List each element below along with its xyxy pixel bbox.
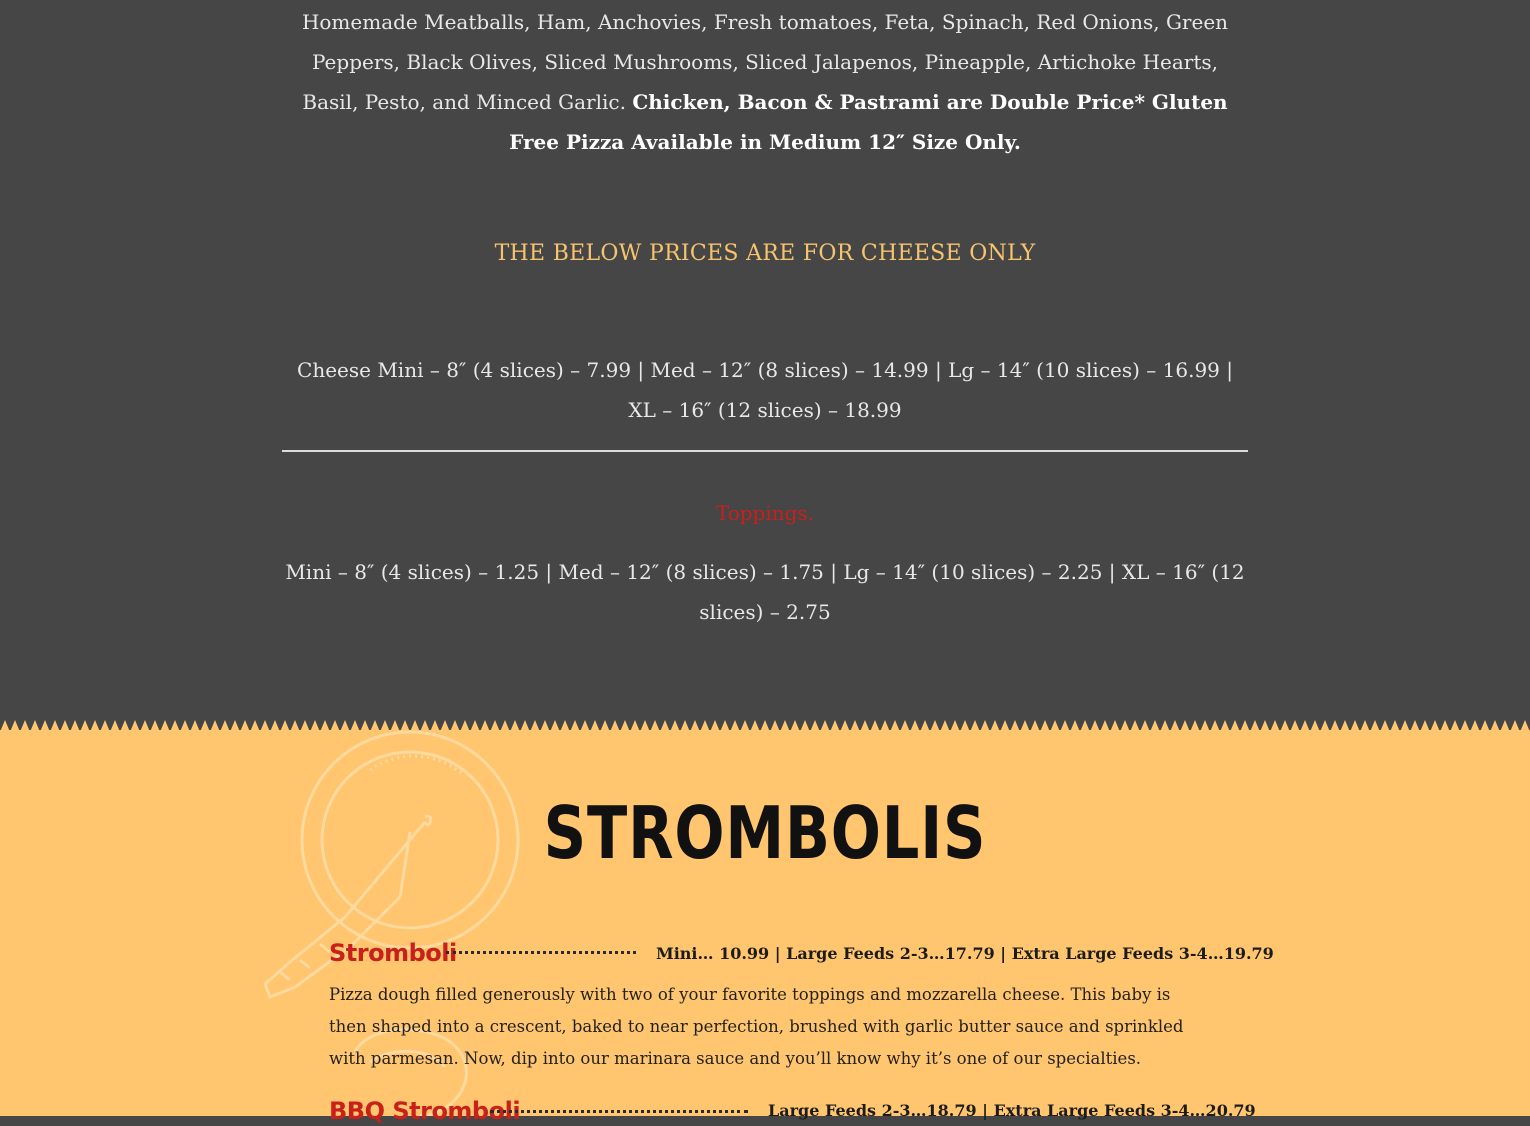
section-title: STROMBOLIS xyxy=(543,791,987,875)
zigzag-divider xyxy=(0,714,1530,732)
cheese-prices: Cheese Mini – 8″ (4 slices) – 7.99 | Med – 12″ (8 slices) – 14.99 | Lg – 14″ (10 slices) – 16.99 | XL – 16″ (12 slices) – 18.99 xyxy=(297,358,1233,422)
cheese-price-notice: THE BELOW PRICES ARE FOR CHEESE ONLY xyxy=(494,241,1036,266)
toppings-list: Homemade Meatballs, Ham, Anchovies, Fresh tomatoes, Feta, Spinach, Red Onions, Green Peppers, Black Olives, Sliced Mushrooms, Sliced Jalapenos, Pineapple, Artichoke Hearts, Basil, Pesto, and Minced Garlic. xyxy=(301,10,1229,114)
toppings-description xyxy=(282,2,1248,162)
toppings-note: Chicken, Bacon & Pastrami are Double Price* Gluten Free Pizza Available in Medium 12″ Size Only. xyxy=(509,90,1228,154)
dotted-leader xyxy=(446,951,636,954)
toppings-prices: Mini – 8″ (4 slices) – 1.25 | Med – 12″ (8 slices) – 1.75 | Lg – 14″ (10 slices) – 2.25 | XL – 16″ (12 slices) – 2.75 xyxy=(285,560,1245,624)
dotted-leader xyxy=(490,1110,748,1113)
menu-item-description: Pizza dough filled generously with two of your favorite toppings and mozzarella cheese. This baby is then shaped into a crescent, baked to near perfection, brushed with garlic butter sauce and sprinkled with parmesan. Now, dip into our marinara sauce and you’ll know why it’s one of our specialties. xyxy=(329,985,1184,1068)
menu-item-price: Large Feeds 2-3…18.79 | Extra Large Feeds 3-4…20.79 xyxy=(768,1101,1256,1120)
menu-item-name: Stromboli xyxy=(329,939,457,967)
toppings-heading: Toppings. xyxy=(715,501,815,525)
divider xyxy=(282,450,1248,452)
menu-item-price: Mini… 10.99 | Large Feeds 2-3…17.79 | Extra Large Feeds 3-4…19.79 xyxy=(656,944,1274,963)
menu-item-name: BBQ Stromboli xyxy=(329,1097,521,1125)
